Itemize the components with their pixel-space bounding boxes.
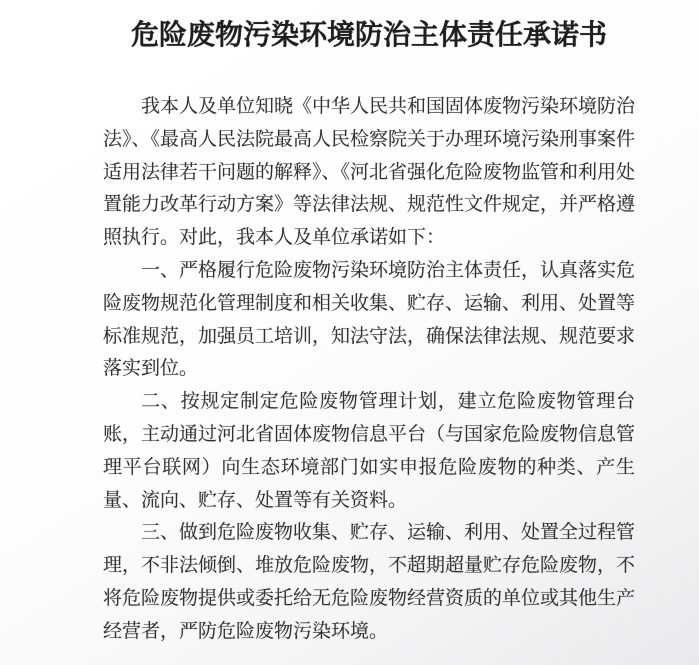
paragraph-commitment-1: 一、严格履行危险废物污染环境防治主体责任，认真落实危险废物规范化管理制度和相关收集、贮存、运输、利用、处置等标准规范，加强员工培训，知法守法，确保法律法规、规范要求落实到位。 [103,259,636,380]
document-content [103,20,635,649]
paragraph-intro: 我本人及单位知晓《中华人民共和国固体废物污染环境防治法》、《最高人民法院最高人民检察院关于办理环境污染刑事案件适用法律若干问题的解释》、《河北省强化危险废物监管和利用处置能力改革行动方案》等法律法规、规范性文件规定，并严格遵照执行。对此，我本人及单位承诺如下： [103,96,636,249]
document-body [103,91,635,649]
document-title: 危险废物污染环境防治主体责任承诺书 [130,20,607,51]
paragraph-commitment-3: 三、做到危险废物收集、贮存、运输、利用、处置全过程管理，不非法倾倒、堆放危险废物，不超期超量贮存危险废物，不将危险废物提供或委托给无危险废物经营资质的单位或其他生产经营者，严防危险废物污染环境。 [103,522,636,642]
paragraph-commitment-2: 二、按规定制定危险废物管理计划，建立危险废物管理台账，主动通过河北省固体废物信息平台（与国家危险废物信息管理平台联网）向生态环境部门如实申报危险废物的种类、产生量、流向、贮存、处置等有关资料。 [103,391,636,511]
